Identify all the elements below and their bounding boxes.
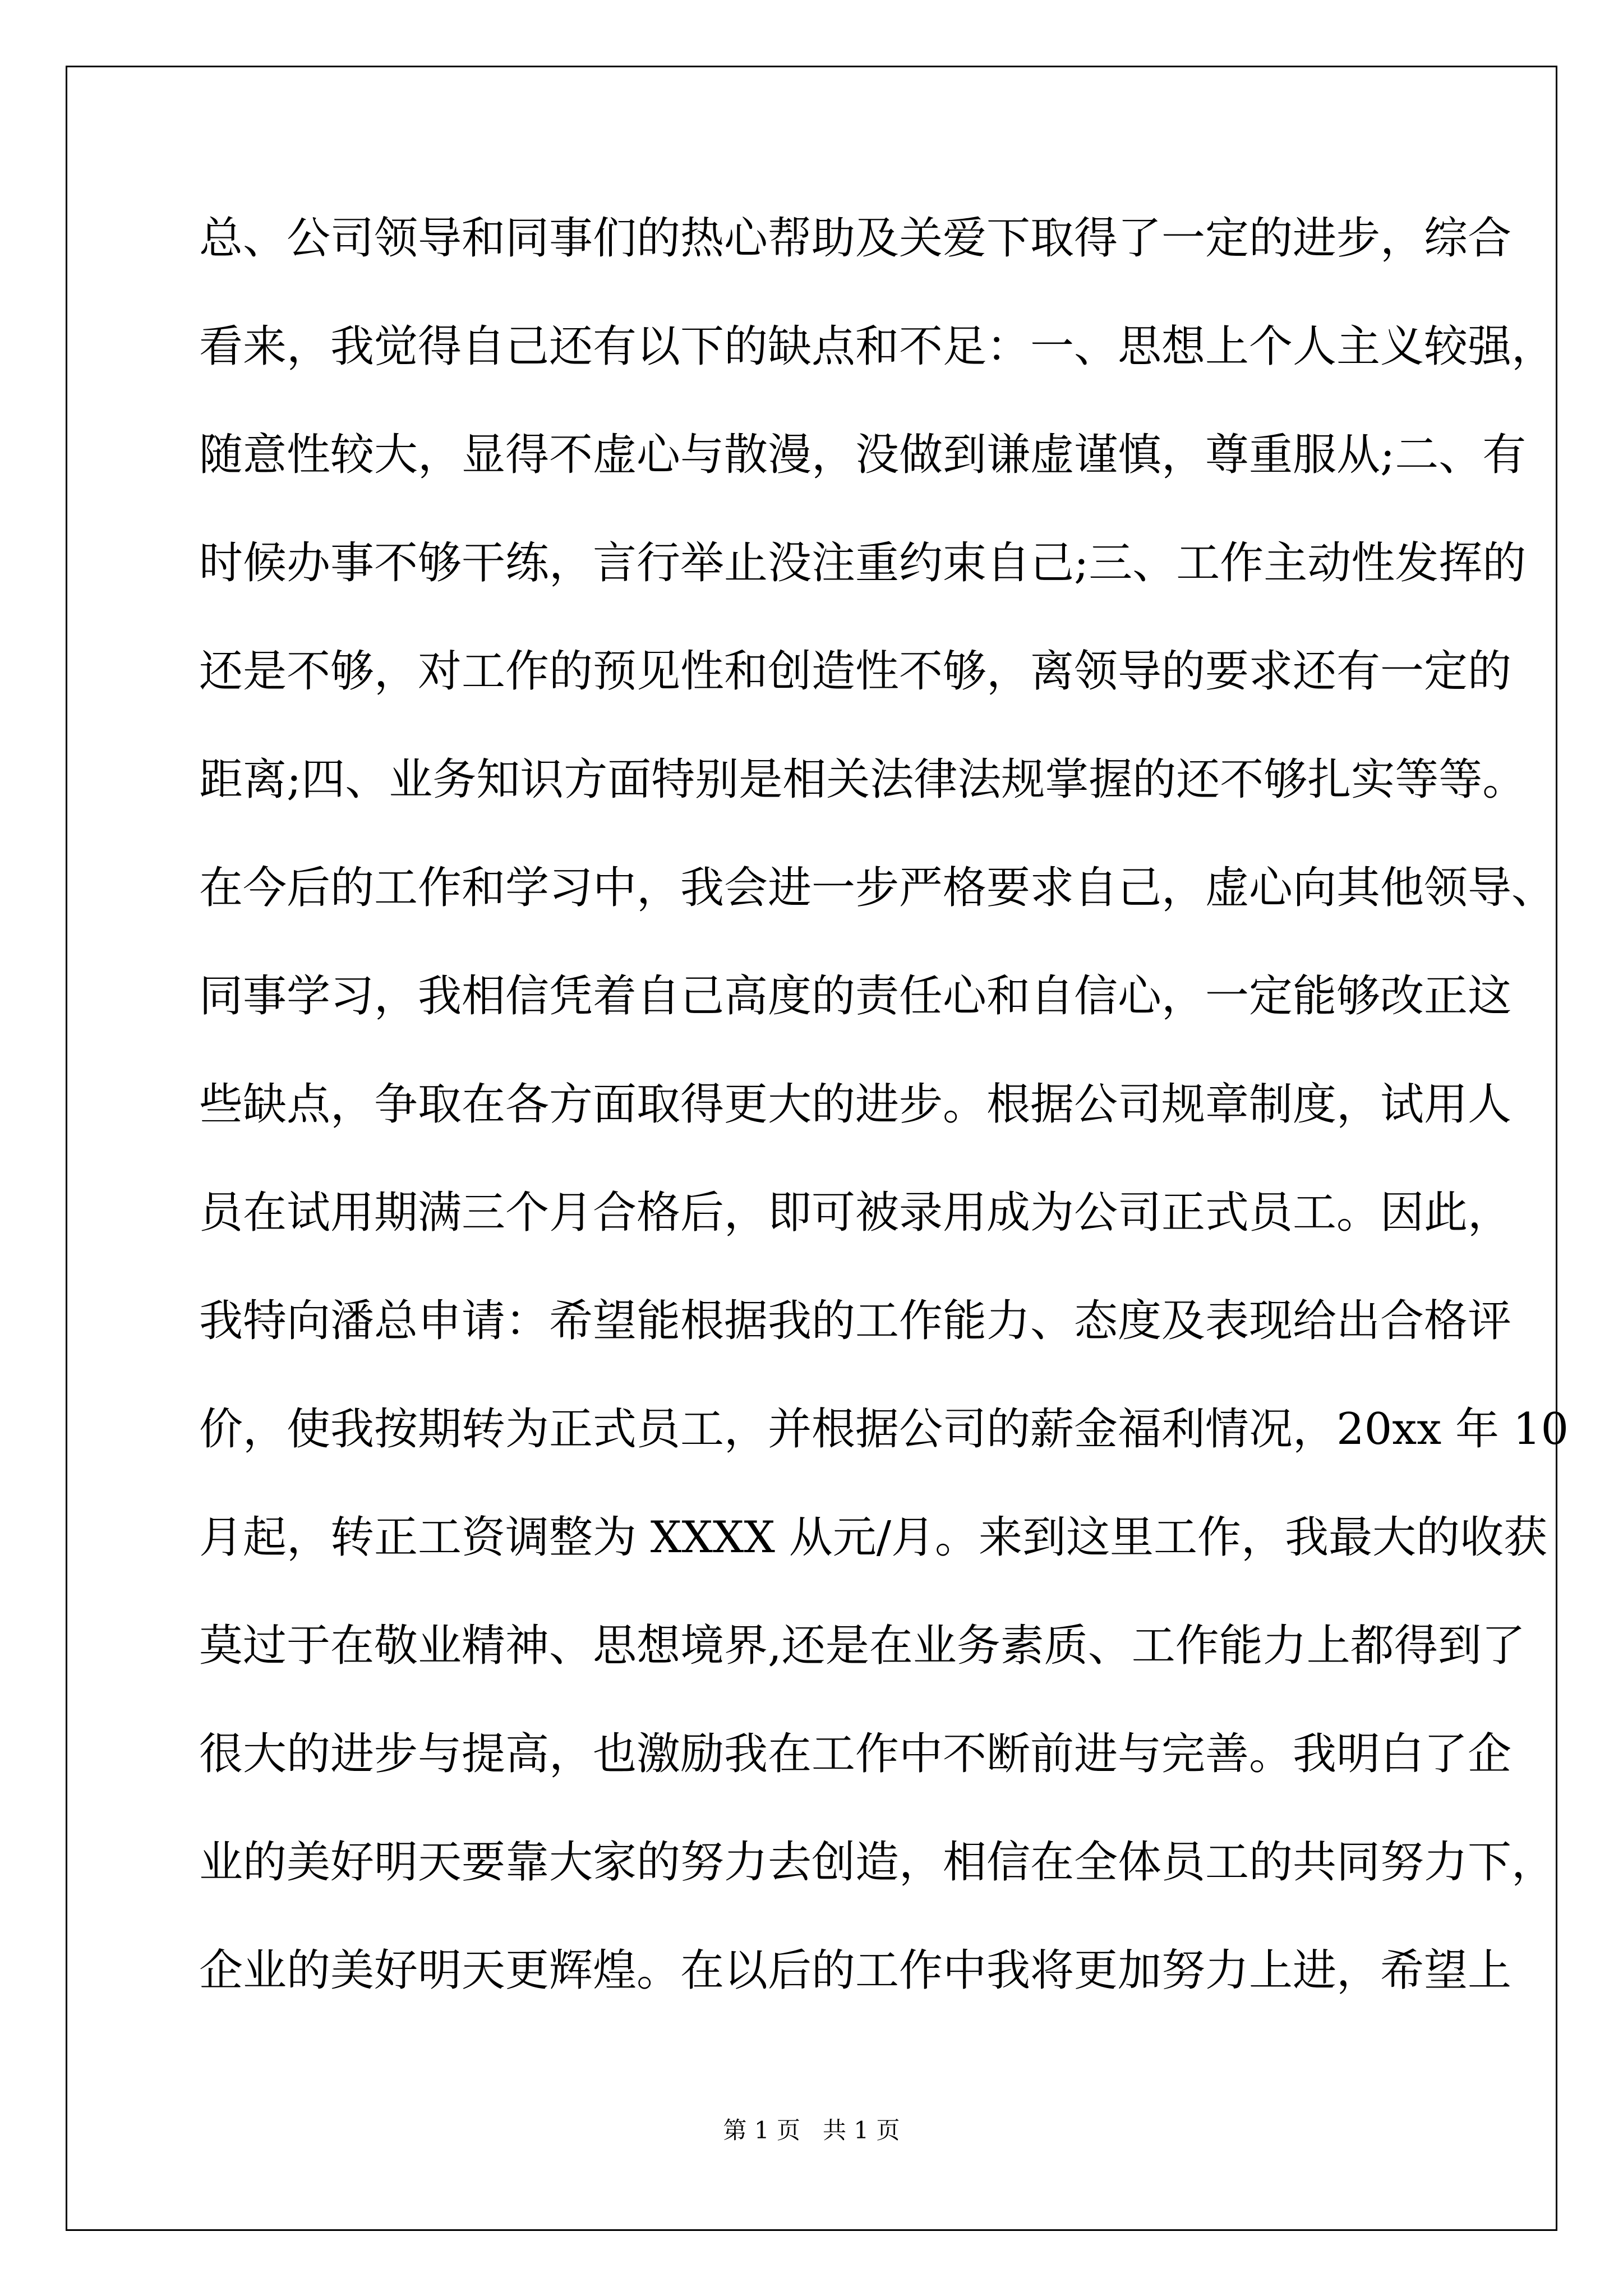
text-line-14: 莫过于在敬业精神、思想境界,还是在业务素质、工作能力上都得到了 [199, 1621, 1525, 1671]
text-line-10: 员在试用期满三个月合格后，即可被录用成为公司正式员工。因此， [199, 1188, 1512, 1238]
text-line-17: 企业的美好明天更辉煌。在以后的工作中我将更加努力上进，希望上 [199, 1945, 1512, 1996]
text-line-4: 时候办事不够干练，言行举止没注重约束自己;三、工作主动性发挥的 [199, 538, 1527, 588]
text-line-1: 总、公司领导和同事们的热心帮助及关爱下取得了一定的进步，综合 [199, 213, 1512, 264]
text-line-7: 在今后的工作和学习中，我会进一步严格要求自己，虚心向其他领导、 [199, 863, 1556, 913]
text-line-11: 我特向潘总申请：希望能根据我的工作能力、态度及表现给出合格评 [199, 1296, 1512, 1346]
text-line-13: 月起，转正工资调整为 XXXX 从元/月。来到这里工作，我最大的收获 [199, 1512, 1547, 1563]
page-footer [0, 2112, 1623, 2146]
document-body [199, 213, 1569, 2056]
text-line-9: 些缺点，争取在各方面取得更大的进步。根据公司规章制度，试用人 [199, 1079, 1512, 1130]
text-line-15: 很大的进步与提高，也激励我在工作中不断前进与完善。我明白了企 [199, 1729, 1512, 1779]
footer-separator [800, 2116, 823, 2144]
text-line-5: 还是不够，对工作的预见性和创造性不够，离领导的要求还有一定的 [199, 646, 1512, 697]
text-line-16: 业的美好明天要靠大家的努力去创造，相信在全体员工的共同努力下， [199, 1837, 1556, 1888]
page-number-current: 第 1 页 [723, 2116, 800, 2144]
text-line-12: 价，使我按期转为正式员工，并根据公司的薪金福利情况，20xx 年 10 [199, 1404, 1569, 1455]
text-line-6: 距离;四、业务知识方面特别是相关法律法规掌握的还不够扎实等等。 [199, 754, 1527, 805]
text-line-3: 随意性较大，显得不虚心与散漫，没做到谦虚谨慎，尊重服从;二、有 [199, 430, 1527, 480]
page-number-total: 共 1 页 [823, 2116, 900, 2144]
text-line-8: 同事学习，我相信凭着自己高度的责任心和自信心，一定能够改正这 [199, 971, 1512, 1022]
text-line-2: 看来，我觉得自己还有以下的缺点和不足：一、思想上个人主义较强， [199, 321, 1556, 372]
